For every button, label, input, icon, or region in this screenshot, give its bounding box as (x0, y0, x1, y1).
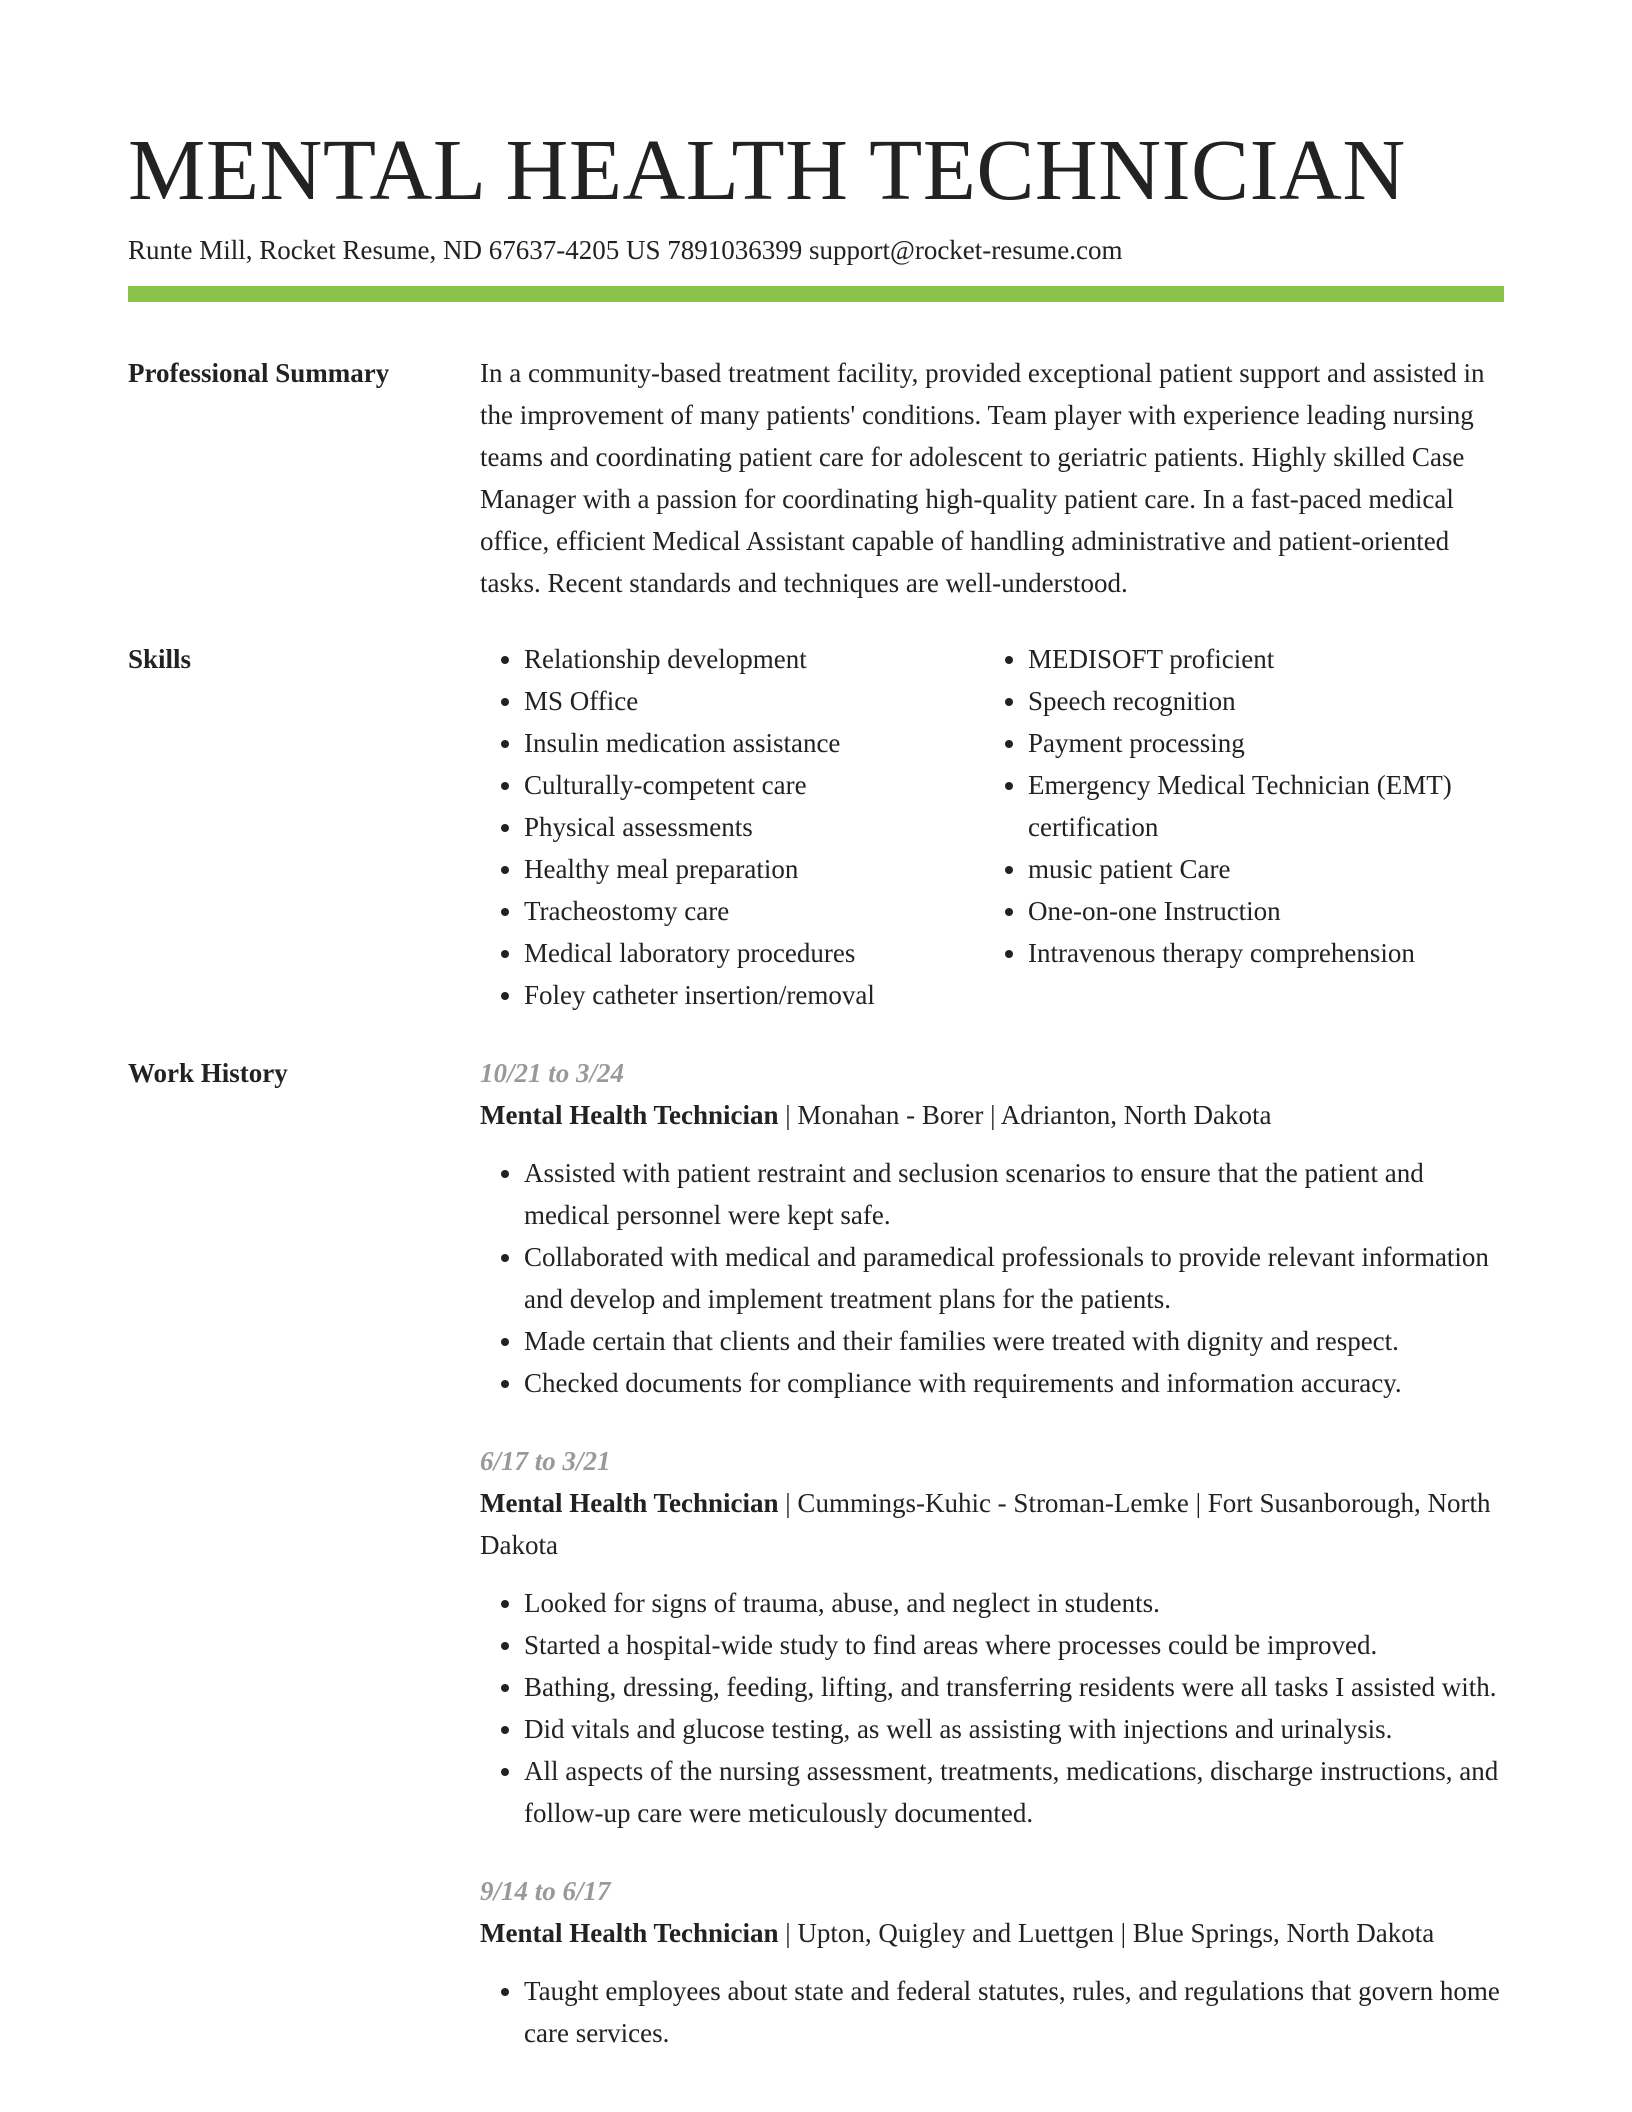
contact-line: Runte Mill, Rocket Resume, ND 67637-4205 US 7891036399 support@rocket-resume.com (128, 235, 1123, 265)
job-bullet: • Made certain that clients and their families were treated with dignity and respect. (524, 1320, 1504, 1362)
skill-item: • Healthy meal preparation (524, 848, 984, 890)
job-bullet: • Checked documents for compliance with requirements and information accuracy. (524, 1362, 1504, 1404)
skill-item: • music patient Care (1028, 848, 1504, 890)
job-details: | Cummings-Kuhic - Stroman-Lemke | Fort Susanborough, North Dakota (480, 1488, 1491, 1560)
skills-section (128, 638, 1504, 1016)
skill-item: • Physical assessments (524, 806, 984, 848)
resume-name: MENTAL HEALTH TECHNICIAN (128, 121, 1406, 218)
job-title: Mental Health Technician (480, 1100, 779, 1130)
job-dates: 10/21 to 3/24 (480, 1058, 625, 1088)
header-divider (128, 286, 1504, 302)
job-details: | Monahan - Borer | Adrianton, North Dakota (778, 1100, 1272, 1130)
skill-item: • MEDISOFT proficient (1028, 638, 1504, 680)
skill-item: • Medical laboratory procedures (524, 932, 984, 974)
skill-item: • One-on-one Instruction (1028, 890, 1504, 932)
summary-section (128, 352, 1504, 604)
job-dates: 9/14 to 6/17 (480, 1876, 611, 1906)
job-header (480, 1912, 1504, 1954)
job-bullet: • Collaborated with medical and paramedical professionals to provide relevant information and develop and implement treatment plans for the patients. (524, 1236, 1504, 1320)
job-entry (480, 1870, 1504, 2054)
job-bullet: • Looked for signs of trauma, abuse, and neglect in students. (524, 1582, 1504, 1624)
job-bullet: • Started a hospital-wide study to find areas where processes could be improved. (524, 1624, 1504, 1666)
skill-item: • Insulin medication assistance (524, 722, 984, 764)
job-header (480, 1482, 1504, 1566)
skill-item: • Payment processing (1028, 722, 1504, 764)
job-title: Mental Health Technician (480, 1918, 779, 1948)
job-bullet: • Bathing, dressing, feeding, lifting, and transferring residents were all tasks I assisted with. (524, 1666, 1504, 1708)
skill-item: • Intravenous therapy comprehension (1028, 932, 1504, 974)
job-bullets (480, 1582, 1504, 1834)
job-bullet: • Did vitals and glucose testing, as well as assisting with injections and urinalysis. (524, 1708, 1504, 1750)
skills-list-right (984, 638, 1504, 1016)
job-bullets (480, 1970, 1504, 2054)
skill-item: • Emergency Medical Technician (EMT) certification (1028, 764, 1504, 848)
skills-list-left (480, 638, 984, 1016)
job-entry (480, 1052, 1504, 1404)
job-entry (480, 1440, 1504, 1834)
job-title: Mental Health Technician (480, 1488, 779, 1518)
job-bullet: • Assisted with patient restraint and seclusion scenarios to ensure that the patient and medical personnel were kept safe. (524, 1152, 1504, 1236)
skill-item: • Culturally-competent care (524, 764, 984, 806)
skill-item: • Tracheostomy care (524, 890, 984, 932)
skill-item: • Foley catheter insertion/removal (524, 974, 984, 1016)
job-bullet: • All aspects of the nursing assessment, treatments, medications, discharge instructions, and follow-up care were meticulously documented. (524, 1750, 1504, 1834)
summary-text: In a community-based treatment facility, provided exceptional patient support and assisted in the improvement of many patients' conditions. Team player with experience leading nursing teams and coordinating patient care for adolescent to geriatric patients. Highly skilled Case Manager with a passion for coordinating high-quality patient care. In a fast-paced medical office, efficient Medical Assistant capable of handling administrative and patient-oriented tasks. Recent standards and techniques are well-understood. (480, 358, 1485, 598)
job-bullet: • Taught employees about state and federal statutes, rules, and regulations that govern home care services. (524, 1970, 1504, 2054)
skill-item: • Relationship development (524, 638, 984, 680)
skill-item: • Speech recognition (1028, 680, 1504, 722)
resume-page (128, 120, 1504, 2090)
skills-heading: Skills (128, 644, 192, 674)
job-details: | Upton, Quigley and Luettgen | Blue Springs, North Dakota (778, 1918, 1435, 1948)
work-history-section (128, 1052, 1504, 2090)
skill-item: • MS Office (524, 680, 984, 722)
job-header (480, 1094, 1504, 1136)
summary-heading: Professional Summary (128, 358, 390, 388)
job-bullets (480, 1152, 1504, 1404)
job-dates: 6/17 to 3/21 (480, 1446, 611, 1476)
work-history-heading: Work History (128, 1058, 288, 1088)
